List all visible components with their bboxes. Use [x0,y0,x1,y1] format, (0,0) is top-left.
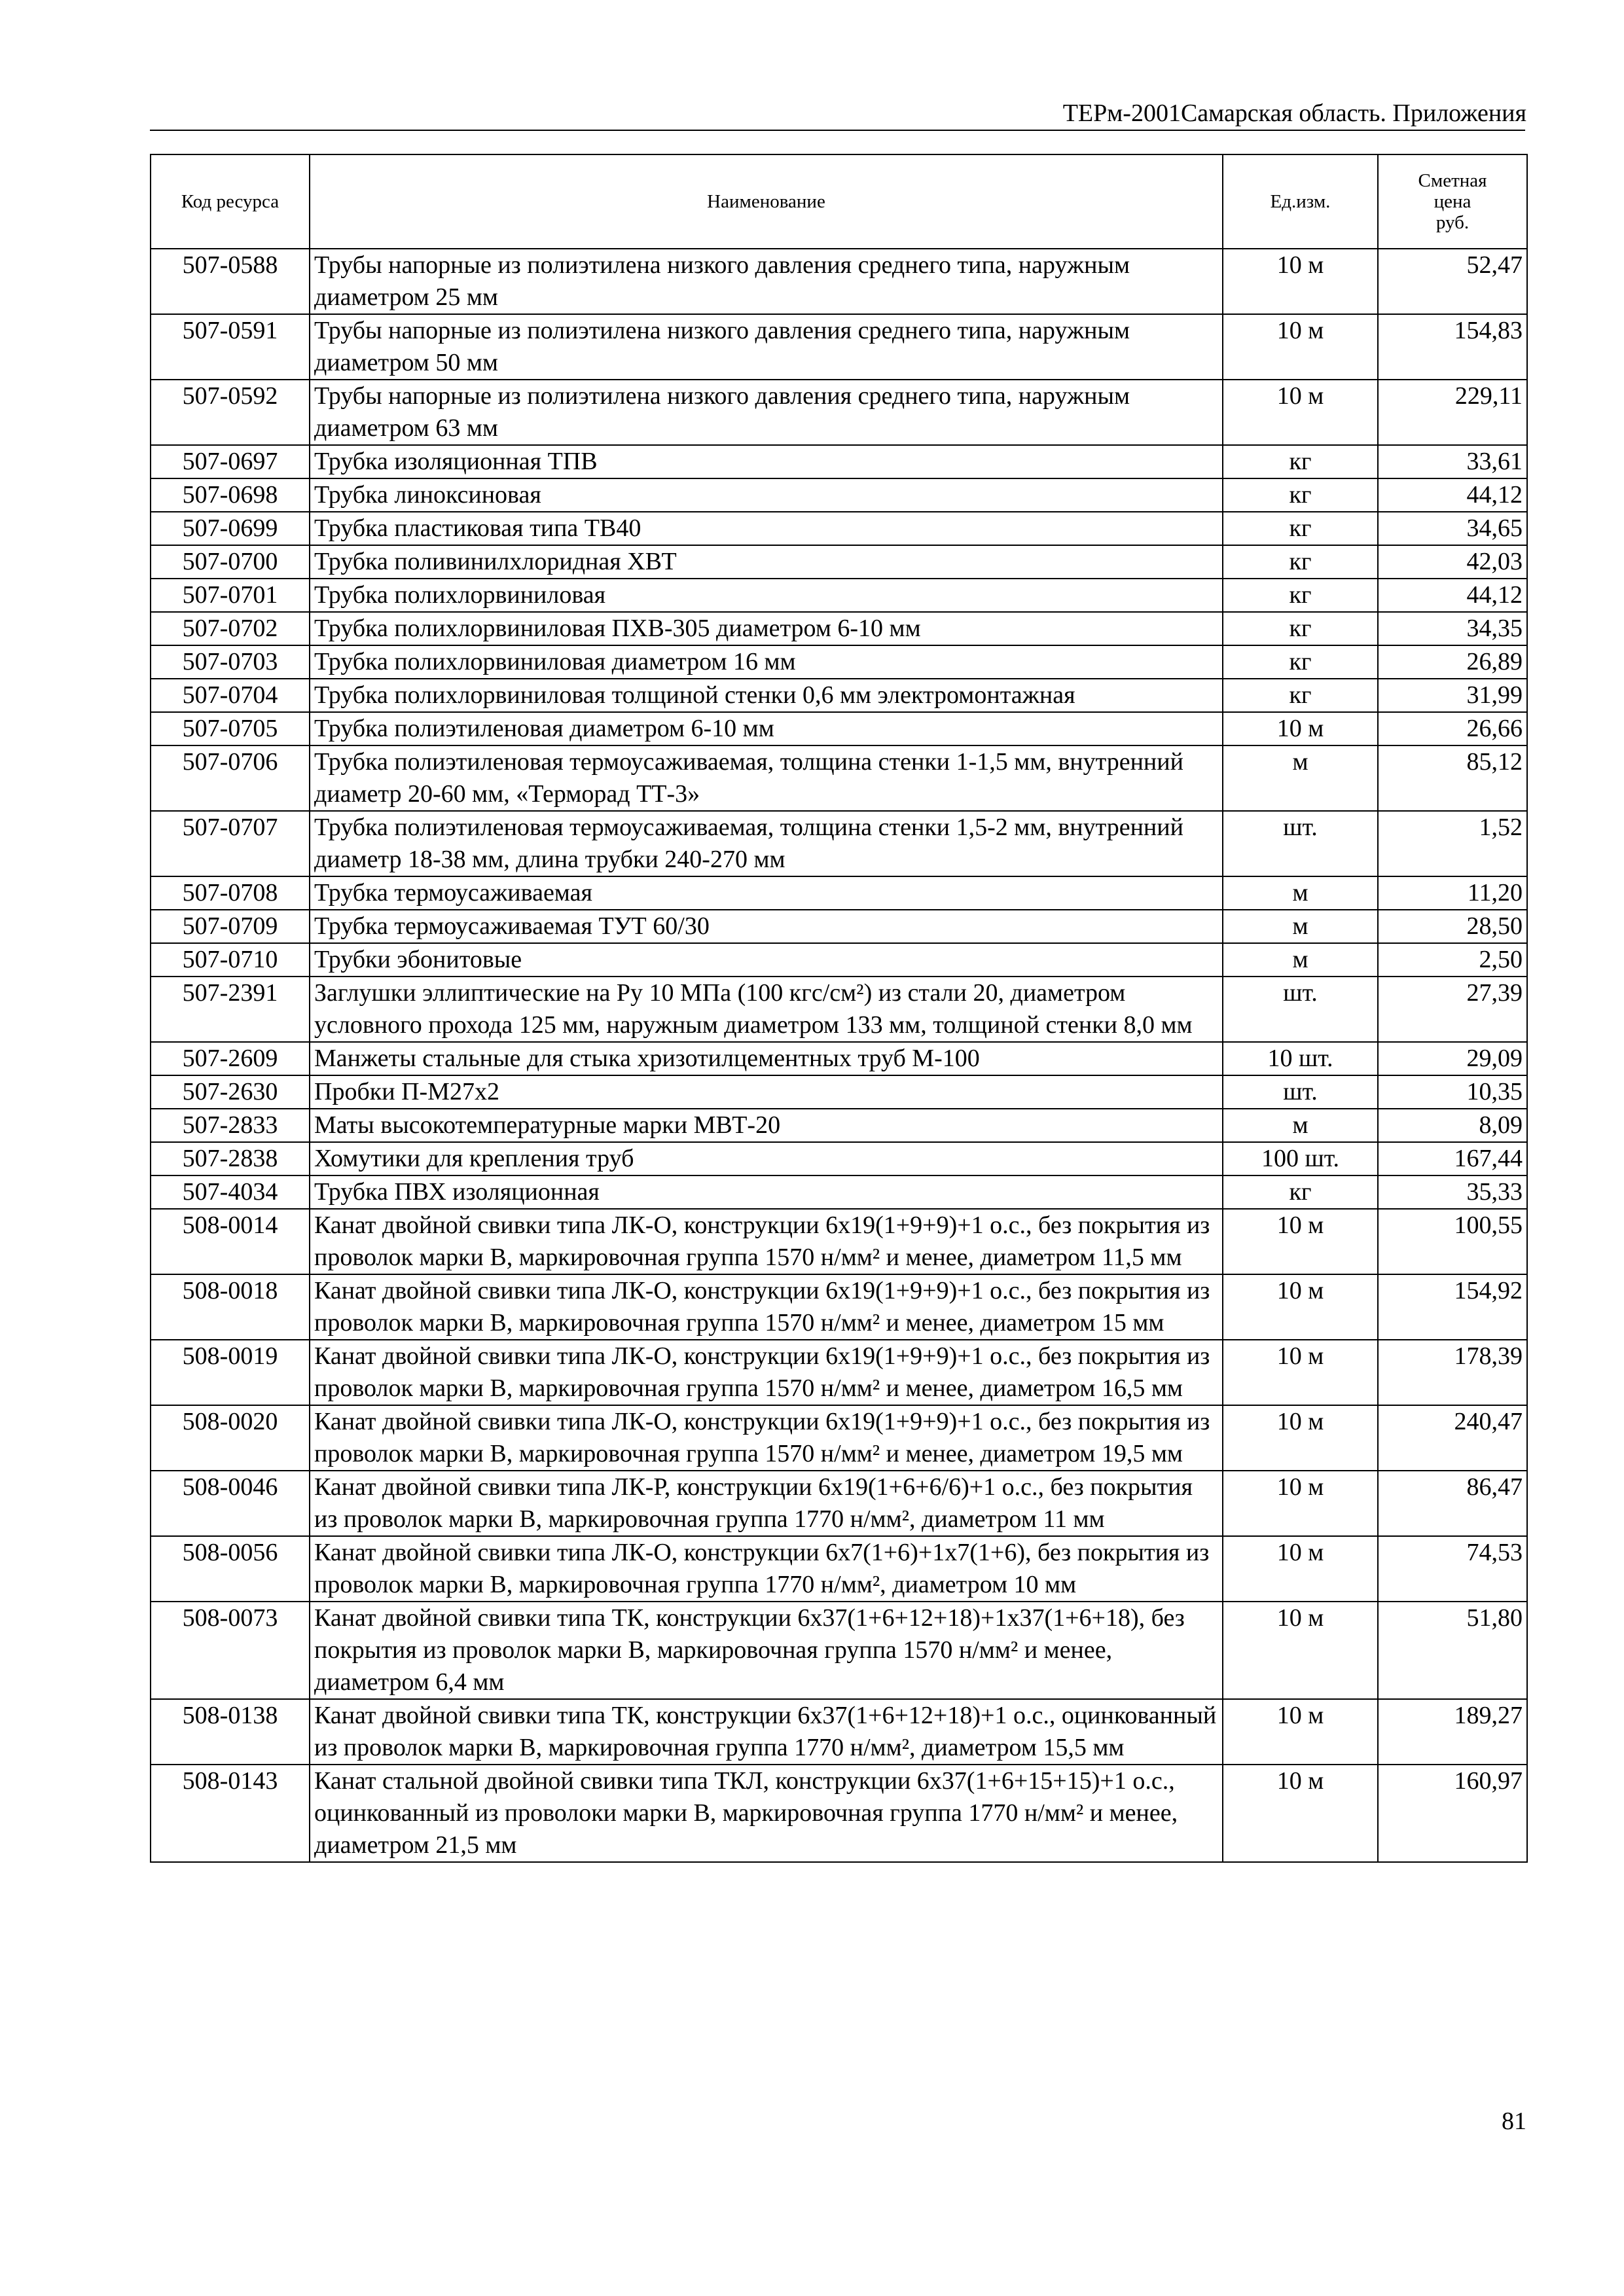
cell-price: 167,44 [1378,1142,1527,1175]
cell-price: 34,35 [1378,612,1527,645]
cell-resource-code: 507-0702 [151,612,310,645]
cell-unit: м [1223,876,1378,910]
table-row [151,612,1527,645]
cell-price: 178,39 [1378,1340,1527,1405]
table-row [151,1340,1527,1405]
cell-resource-code: 507-0705 [151,712,310,745]
cell-price: 31,99 [1378,679,1527,712]
cell-unit: м [1223,745,1378,811]
cell-unit: 10 м [1223,314,1378,380]
cell-price: 229,11 [1378,380,1527,445]
page-number: 81 [1502,2108,1526,2135]
cell-resource-code: 507-0703 [151,645,310,679]
cell-resource-name: Канат двойной свивки типа ЛК-О, конструкции 6х19(1+9+9)+1 о.с., без покрытия из проволок марки В, маркировочная группа 1570 н/мм² и менее, диаметром 16,5 мм [310,1340,1223,1405]
cell-resource-code: 507-2838 [151,1142,310,1175]
column-header-price-line: цена [1434,191,1471,212]
cell-unit: 10 м [1223,1699,1378,1765]
cell-price: 100,55 [1378,1209,1527,1274]
column-header-price-line: Сметная [1418,170,1487,191]
cell-unit: кг [1223,545,1378,579]
table-row [151,1209,1527,1274]
cell-resource-name: Трубка термоусаживаемая ТУТ 60/30 [310,910,1223,943]
cell-resource-code: 507-4034 [151,1175,310,1209]
cell-resource-name: Канат двойной свивки типа ЛК-О, конструкции 6х19(1+9+9)+1 о.с., без покрытия из проволок марки В, маркировочная группа 1570 н/мм² и менее, диаметром 19,5 мм [310,1405,1223,1471]
cell-price: 44,12 [1378,478,1527,512]
cell-resource-name: Канат двойной свивки типа ЛК-О, конструкции 6х19(1+9+9)+1 о.с., без покрытия из проволок марки В, маркировочная группа 1570 н/мм² и менее, диаметром 15 мм [310,1274,1223,1340]
cell-unit: 10 м [1223,1471,1378,1536]
cell-resource-name: Пробки П-М27х2 [310,1075,1223,1109]
cell-unit: 10 м [1223,249,1378,314]
cell-price: 51,80 [1378,1602,1527,1699]
cell-price: 10,35 [1378,1075,1527,1109]
cell-resource-code: 507-2833 [151,1109,310,1142]
table-row [151,1274,1527,1340]
table-row [151,445,1527,478]
table-row [151,1699,1527,1765]
cell-resource-name: Маты высокотемпературные марки МВТ-20 [310,1109,1223,1142]
cell-unit: кг [1223,1175,1378,1209]
table-row [151,1765,1527,1862]
cell-resource-code: 507-0588 [151,249,310,314]
cell-resource-code: 508-0143 [151,1765,310,1862]
cell-unit: м [1223,943,1378,977]
table-row [151,1109,1527,1142]
table-row [151,679,1527,712]
cell-unit: шт. [1223,977,1378,1042]
cell-resource-name: Трубы напорные из полиэтилена низкого давления среднего типа, наружным диаметром 25 мм [310,249,1223,314]
cell-resource-code: 507-0700 [151,545,310,579]
table-row [151,1536,1527,1602]
table-header-row [151,154,1527,249]
cell-resource-name: Трубка ПВХ изоляционная [310,1175,1223,1209]
cell-price: 154,83 [1378,314,1527,380]
cell-unit: 10 м [1223,1602,1378,1699]
column-header-unit: Ед.изм. [1223,154,1378,249]
cell-unit: кг [1223,478,1378,512]
cell-resource-name: Трубка полихлорвиниловая ПХВ-305 диаметром 6-10 мм [310,612,1223,645]
cell-price: 160,97 [1378,1765,1527,1862]
table-row [151,380,1527,445]
table-row [151,876,1527,910]
cell-unit: 10 м [1223,1765,1378,1862]
cell-price: 35,33 [1378,1175,1527,1209]
table-row [151,943,1527,977]
cell-resource-name: Трубка термоусаживаемая [310,876,1223,910]
cell-unit: 10 м [1223,1209,1378,1274]
table-body [151,249,1527,1862]
cell-price: 8,09 [1378,1109,1527,1142]
table-row [151,1142,1527,1175]
cell-unit: кг [1223,445,1378,478]
header-rule [150,130,1525,131]
table-row [151,910,1527,943]
table-row [151,478,1527,512]
cell-unit: кг [1223,679,1378,712]
cell-resource-name: Канат двойной свивки типа ЛК-Р, конструкции 6х19(1+6+6/6)+1 о.с., без покрытия из проволок марки В, маркировочная группа 1770 н/мм², диаметром 11 мм [310,1471,1223,1536]
table-row [151,1042,1527,1075]
cell-price: 189,27 [1378,1699,1527,1765]
cell-resource-code: 507-2609 [151,1042,310,1075]
cell-price: 26,66 [1378,712,1527,745]
table-row [151,314,1527,380]
cell-unit: кг [1223,579,1378,612]
cell-resource-name: Канат двойной свивки типа ТК, конструкции 6х37(1+6+12+18)+1х37(1+6+18), без покрытия из проволок марки В, маркировочная группа 1570 н/мм² и менее, диаметром 6,4 мм [310,1602,1223,1699]
table-row [151,645,1527,679]
cell-unit: 10 м [1223,1274,1378,1340]
table-row [151,1471,1527,1536]
cell-resource-name: Трубки эбонитовые [310,943,1223,977]
cell-resource-code: 507-0699 [151,512,310,545]
table-row [151,512,1527,545]
cell-price: 240,47 [1378,1405,1527,1471]
cell-resource-name: Трубка полихлорвиниловая диаметром 16 мм [310,645,1223,679]
cell-resource-code: 507-0701 [151,579,310,612]
column-header-code: Код ресурса [151,154,310,249]
table-row [151,977,1527,1042]
cell-resource-code: 507-0697 [151,445,310,478]
cell-unit: м [1223,910,1378,943]
cell-resource-code: 507-0708 [151,876,310,910]
table-row [151,1175,1527,1209]
cell-resource-code: 508-0014 [151,1209,310,1274]
cell-unit: 10 м [1223,712,1378,745]
cell-resource-name: Трубка пластиковая типа ТВ40 [310,512,1223,545]
cell-resource-name: Канат двойной свивки типа ЛК-О, конструкции 6х7(1+6)+1х7(1+6), без покрытия из проволок марки В, маркировочная группа 1770 н/мм², диаметром 10 мм [310,1536,1223,1602]
cell-price: 42,03 [1378,545,1527,579]
cell-resource-name: Канат стальной двойной свивки типа ТКЛ, конструкции 6х37(1+6+15+15)+1 о.с., оцинкованный из проволоки марки В, маркировочная группа 1770 н/мм² и менее, диаметром 21,5 мм [310,1765,1223,1862]
cell-unit: 10 м [1223,1405,1378,1471]
cell-resource-code: 507-0592 [151,380,310,445]
cell-resource-name: Трубка полиэтиленовая термоусаживаемая, толщина стенки 1,5-2 мм, внутренний диаметр 18-38 мм, длина трубки 240-270 мм [310,811,1223,876]
cell-unit: шт. [1223,811,1378,876]
cell-unit: 100 шт. [1223,1142,1378,1175]
table-row [151,811,1527,876]
cell-resource-name: Манжеты стальные для стыка хризотилцементных труб М-100 [310,1042,1223,1075]
cell-price: 28,50 [1378,910,1527,943]
table-row [151,712,1527,745]
cell-unit: м [1223,1109,1378,1142]
cell-price: 11,20 [1378,876,1527,910]
cell-resource-name: Канат двойной свивки типа ТК, конструкции 6х37(1+6+12+18)+1 о.с., оцинкованный из проволок марки В, маркировочная группа 1770 н/мм², диаметром 15,5 мм [310,1699,1223,1765]
cell-unit: 10 шт. [1223,1042,1378,1075]
running-header: ТЕРм-2001Самарская область. Приложения [1062,99,1526,127]
cell-price: 74,53 [1378,1536,1527,1602]
cell-price: 86,47 [1378,1471,1527,1536]
table-row [151,1075,1527,1109]
cell-price: 154,92 [1378,1274,1527,1340]
cell-resource-name: Трубы напорные из полиэтилена низкого давления среднего типа, наружным диаметром 50 мм [310,314,1223,380]
column-header-price [1378,154,1527,249]
cell-price: 33,61 [1378,445,1527,478]
resource-price-table [150,154,1528,1863]
cell-resource-code: 507-0591 [151,314,310,380]
cell-resource-name: Трубка полихлорвиниловая [310,579,1223,612]
column-header-price-line: руб. [1435,212,1470,233]
cell-resource-name: Трубка полиэтиленовая термоусаживаемая, толщина стенки 1-1,5 мм, внутренний диаметр 20-60 мм, «Терморад ТТ-3» [310,745,1223,811]
cell-price: 26,89 [1378,645,1527,679]
cell-resource-code: 508-0018 [151,1274,310,1340]
cell-resource-code: 508-0073 [151,1602,310,1699]
cell-price: 44,12 [1378,579,1527,612]
table-row [151,1405,1527,1471]
cell-price: 27,39 [1378,977,1527,1042]
cell-unit: 10 м [1223,1340,1378,1405]
table-row [151,249,1527,314]
cell-resource-code: 508-0056 [151,1536,310,1602]
cell-unit: кг [1223,645,1378,679]
table-row [151,745,1527,811]
cell-resource-code: 508-0020 [151,1405,310,1471]
cell-resource-name: Трубы напорные из полиэтилена низкого давления среднего типа, наружным диаметром 63 мм [310,380,1223,445]
cell-resource-name: Трубка изоляционная ТПВ [310,445,1223,478]
table-row [151,545,1527,579]
cell-resource-code: 508-0138 [151,1699,310,1765]
cell-resource-name: Заглушки эллиптические на Ру 10 МПа (100 кгс/см²) из стали 20, диаметром условного прохода 125 мм, наружным диаметром 133 мм, толщиной стенки 8,0 мм [310,977,1223,1042]
cell-unit: кг [1223,612,1378,645]
cell-resource-code: 508-0019 [151,1340,310,1405]
cell-resource-code: 507-0706 [151,745,310,811]
cell-unit: шт. [1223,1075,1378,1109]
cell-price: 34,65 [1378,512,1527,545]
cell-resource-code: 507-0707 [151,811,310,876]
column-header-name: Наименование [310,154,1223,249]
cell-resource-code: 507-2391 [151,977,310,1042]
cell-unit: кг [1223,512,1378,545]
cell-price: 2,50 [1378,943,1527,977]
cell-resource-name: Трубка полиэтиленовая диаметром 6-10 мм [310,712,1223,745]
cell-resource-name: Хомутики для крепления труб [310,1142,1223,1175]
cell-resource-name: Трубка полихлорвиниловая толщиной стенки 0,6 мм электромонтажная [310,679,1223,712]
cell-resource-code: 507-0709 [151,910,310,943]
cell-resource-name: Трубка линоксиновая [310,478,1223,512]
cell-resource-name: Трубка поливинилхлоридная ХВТ [310,545,1223,579]
cell-unit: 10 м [1223,380,1378,445]
cell-unit: 10 м [1223,1536,1378,1602]
cell-price: 52,47 [1378,249,1527,314]
cell-price: 29,09 [1378,1042,1527,1075]
table-row [151,579,1527,612]
table-row [151,1602,1527,1699]
cell-resource-code: 507-2630 [151,1075,310,1109]
cell-resource-name: Канат двойной свивки типа ЛК-О, конструкции 6х19(1+9+9)+1 о.с., без покрытия из проволок марки В, маркировочная группа 1570 н/мм² и менее, диаметром 11,5 мм [310,1209,1223,1274]
cell-price: 85,12 [1378,745,1527,811]
cell-resource-code: 508-0046 [151,1471,310,1536]
cell-resource-code: 507-0704 [151,679,310,712]
cell-resource-code: 507-0698 [151,478,310,512]
cell-price: 1,52 [1378,811,1527,876]
cell-resource-code: 507-0710 [151,943,310,977]
